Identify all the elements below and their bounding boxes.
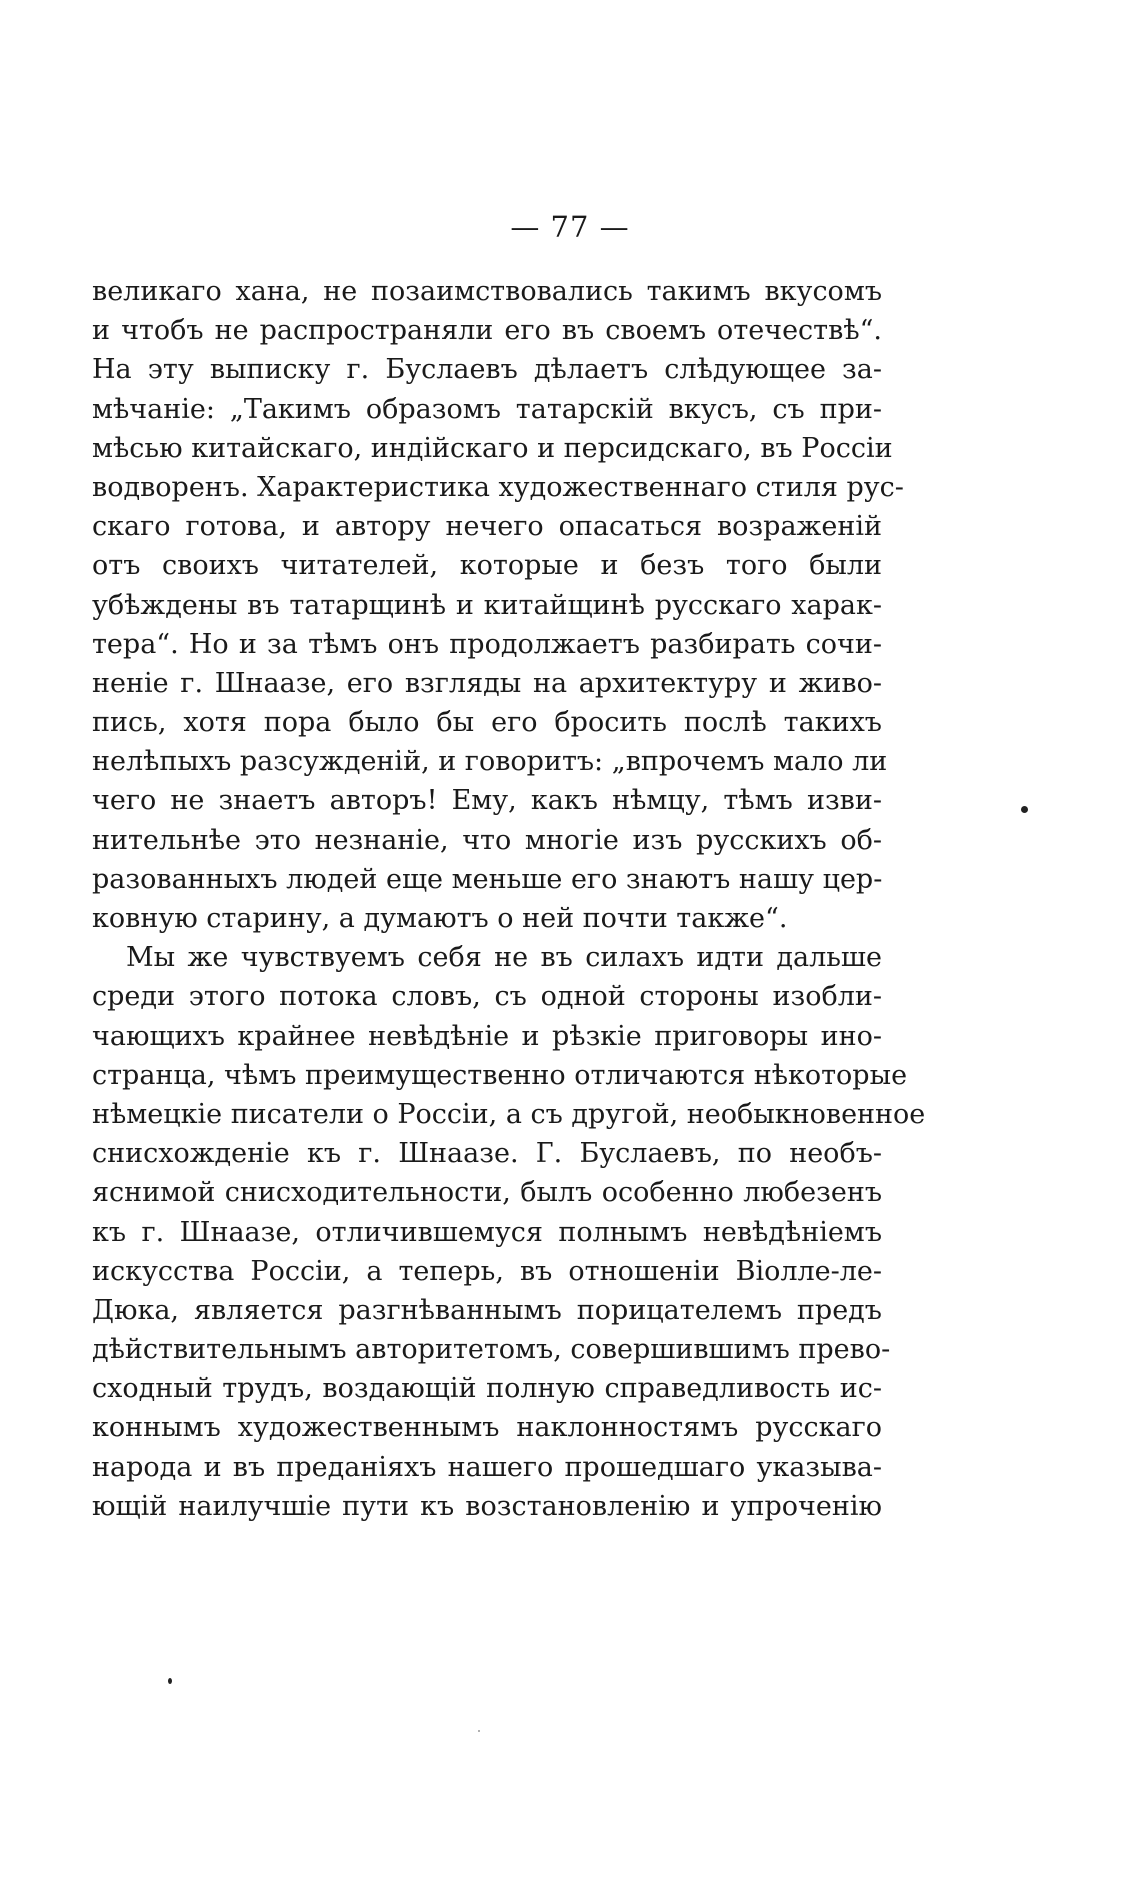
text-line: великаго хана, не позаимствовались такимъ вкусомъ [92,276,882,307]
text-line: мѣсью китайскаго, индійскаго и персидскаго, въ Россіи [92,432,893,464]
text-line: неніе г. Шнаазе, его взгляды на архитектуру и живо- [92,667,882,699]
text-line: странца, чѣмъ преимущественно отличаются нѣкоторые [92,1059,908,1091]
text-line: отъ своихъ читателей, которые и безъ того были [92,550,882,582]
text-line: мѣчаніе: „Такимъ образомъ татарскій вкусъ, съ при- [92,393,882,425]
paragraph-2 [92,938,926,1526]
text-line: коннымъ художественнымъ наклонностямъ русскаго [92,1412,882,1444]
paragraph-1 [92,272,904,938]
text-line: Дюка, является разгнѣваннымъ порицателемъ предъ [92,1294,882,1326]
text-line: чающихъ крайнее невѣдѣніе и рѣзкіе приговоры ино- [92,1020,882,1052]
text-line: къ г. Шнаазе, отличившемуся полнымъ невѣдѣніемъ [92,1216,882,1248]
scan-speck [478,1730,480,1732]
text-line: разованныхъ людей еще меньше его знаютъ нашу цер- [92,863,883,895]
text-line: водворенъ. Характеристика художественнаго стиля рус- [92,471,904,503]
text-line: нѣмецкіе писатели о Россіи, а съ другой, необыкновенное [92,1098,926,1130]
text-line: На эту выписку г. Буслаевъ дѣлаетъ слѣдующее за- [92,354,882,386]
text-line: снисхожденіе къ г. Шнаазе. Г. Буслаевъ, по необъ- [92,1138,882,1170]
text-line: ющій наилучшіе пути къ возстановленію и упроченію [92,1490,882,1522]
text-line: яснимой снисходительности, былъ особенно любезенъ [92,1177,882,1209]
text-line: искусства Россіи, а теперь, въ отношеніи Віолле-ле- [92,1255,882,1287]
text-line: и чтобъ не распространяли его въ своемъ отечествѣ“. [92,315,882,347]
text-line: ковную старину, а думаютъ о ней почти также“. [92,903,788,934]
text-line: пись, хотя пора было бы его бросить послѣ такихъ [92,707,882,739]
text-line: убѣждены въ татарщинѣ и китайщинѣ русскаго харак- [92,589,882,621]
text-line: скаго готова, и автору нечего опасаться возраженій [92,511,882,543]
text-line: нелѣпыхъ разсужденій, и говоритъ: „впрочемъ мало ли [92,746,888,778]
scan-speck [1021,806,1028,813]
text-line: чего не знаетъ авторъ! Ему, какъ нѣмцу, тѣмъ изви- [92,785,882,817]
text-line: тера“. Но и за тѣмъ онъ продолжаетъ разбирать сочи- [92,628,882,660]
text-line: нительнѣе это незнаніе, что многіе изъ русскихъ об- [92,824,882,856]
text-line: дѣйствительнымъ авторитетомъ, совершившимъ прево- [92,1334,891,1366]
scan-speck [168,1678,172,1684]
page-number: — 77 — [510,210,630,244]
text-line: народа и въ преданіяхъ нашего прошедшаго указыва- [92,1451,882,1483]
text-line: Мы же чувствуемъ себя не въ силахъ идти дальше [126,942,882,974]
text-line: среди этого потока словъ, съ одной стороны изобли- [92,981,882,1013]
body-text [92,272,926,1526]
text-line: сходный трудъ, воздающій полную справедливость ис- [92,1373,882,1405]
